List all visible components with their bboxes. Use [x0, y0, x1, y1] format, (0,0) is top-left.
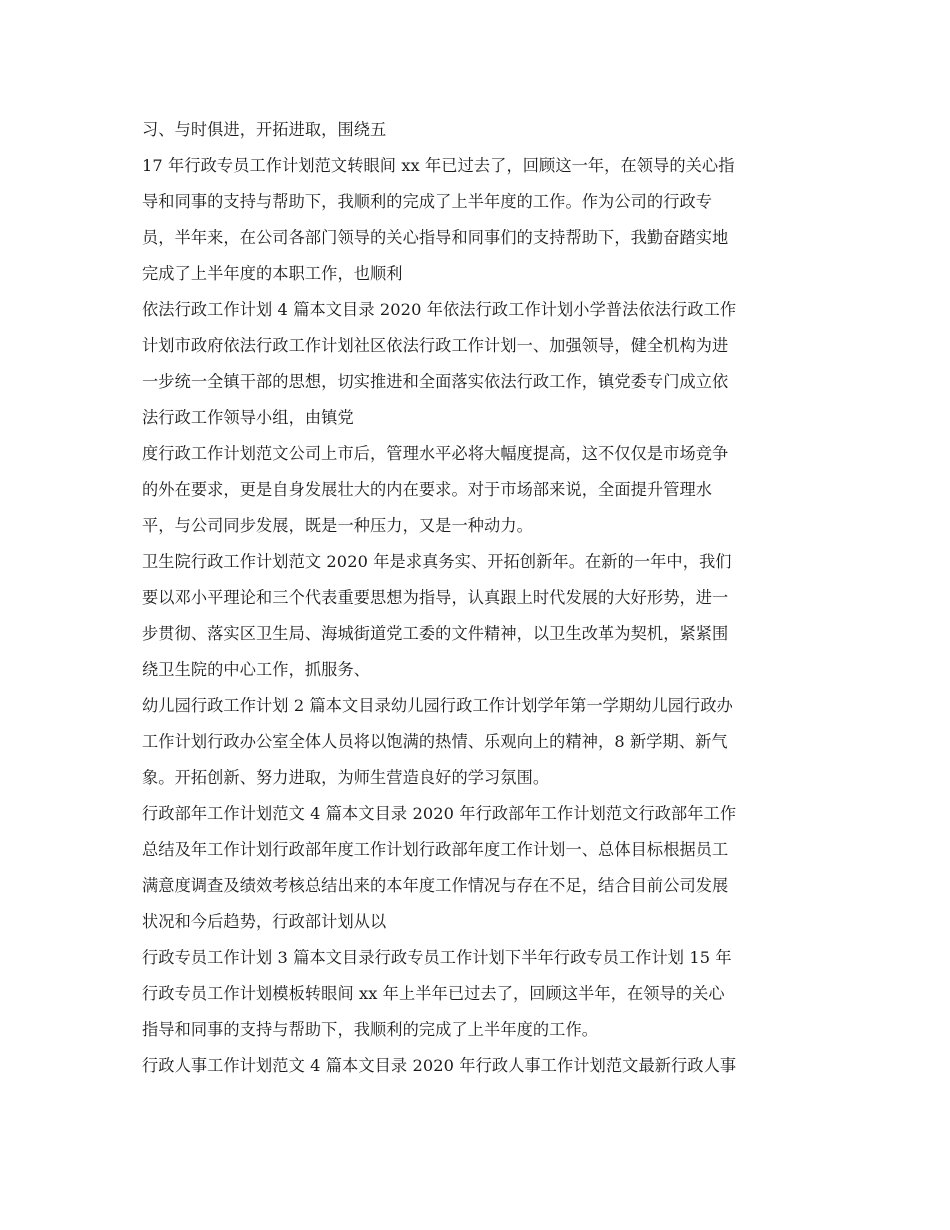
- text-line: 的外在要求，更是自身发展壮大的内在要求。对于市场部来说，全面提升管理水: [142, 480, 713, 499]
- paragraph: [142, 292, 812, 436]
- text-line: 幼儿园行政工作计划 2 篇本文目录幼儿园行政工作计划学年第一学期幼儿园行政办: [142, 696, 733, 715]
- paragraph: [142, 796, 812, 940]
- text-line: 行政部年工作计划范文 4 篇本文目录 2020 年行政部年工作计划范文行政部年工作: [142, 804, 737, 823]
- text-line: 习、与时俱进，开拓进取，围绕五: [142, 120, 387, 139]
- text-line: 完成了上半年度的本职工作，也顺利: [142, 264, 403, 283]
- text-line: 度行政工作计划范文公司上市后，管理水平必将大幅度提高，这不仅仅是市场竞争: [142, 444, 729, 463]
- text-line: 状况和今后趋势，行政部计划从以: [142, 912, 387, 931]
- text-line: 17 年行政专员工作计划范文转眼间 xx 年已过去了，回顾这一年，在领导的关心指: [142, 156, 735, 175]
- paragraph: [142, 688, 812, 796]
- text-line: 行政人事工作计划范文 4 篇本文目录 2020 年行政人事工作计划范文最新行政人事: [142, 1056, 737, 1075]
- paragraph: [142, 112, 812, 148]
- text-line: 满意度调查及绩效考核总结出来的本年度工作情况与存在不足，结合目前公司发展: [142, 876, 729, 895]
- paragraph: [142, 544, 812, 688]
- text-line: 计划市政府依法行政工作计划社区依法行政工作计划一、加强领导，健全机构为进: [142, 336, 729, 355]
- text-line: 依法行政工作计划 4 篇本文目录 2020 年依法行政工作计划小学普法依法行政工作: [142, 300, 737, 319]
- paragraph: [142, 148, 812, 292]
- text-line: 步贯彻、落实区卫生局、海城街道党工委的文件精神，以卫生改革为契机，紧紧围: [142, 624, 729, 643]
- paragraph: [142, 940, 812, 1048]
- text-line: 绕卫生院的中心工作，抓服务、: [142, 660, 371, 679]
- text-line: 总结及年工作计划行政部年度工作计划行政部年度工作计划一、总体目标根据员工: [142, 840, 729, 859]
- document-body: [142, 112, 812, 1084]
- text-line: 导和同事的支持与帮助下，我顺利的完成了上半年度的工作。作为公司的行政专: [142, 192, 713, 211]
- text-line: 工作计划行政办公室全体人员将以饱满的热情、乐观向上的精神，8 新学期、新气: [142, 732, 728, 751]
- paragraph: [142, 1048, 812, 1084]
- text-line: 法行政工作领导小组，由镇党: [142, 408, 354, 427]
- text-line: 员，半年来，在公司各部门领导的关心指导和同事们的支持帮助下，我勤奋踏实地: [142, 228, 729, 247]
- text-line: 象。开拓创新、努力进取，为师生营造良好的学习氛围。: [142, 768, 550, 787]
- paragraph: [142, 436, 812, 544]
- text-line: 行政专员工作计划 3 篇本文目录行政专员工作计划下半年行政专员工作计划 15 年: [142, 948, 732, 967]
- text-line: 指导和同事的支持与帮助下，我顺利的完成了上半年度的工作。: [142, 1020, 599, 1039]
- text-line: 卫生院行政工作计划范文 2020 年是求真务实、开拓创新年。在新的一年中，我们: [142, 552, 732, 571]
- text-line: 要以邓小平理论和三个代表重要思想为指导，认真跟上时代发展的大好形势，进一: [142, 588, 729, 607]
- text-line: 一步统一全镇干部的思想，切实推进和全面落实依法行政工作，镇党委专门成立依: [142, 372, 729, 391]
- text-line: 行政专员工作计划模板转眼间 xx 年上半年已过去了，回顾这半年，在领导的关心: [142, 984, 725, 1003]
- text-line: 平，与公司同步发展，既是一种压力，又是一种动力。: [142, 516, 533, 535]
